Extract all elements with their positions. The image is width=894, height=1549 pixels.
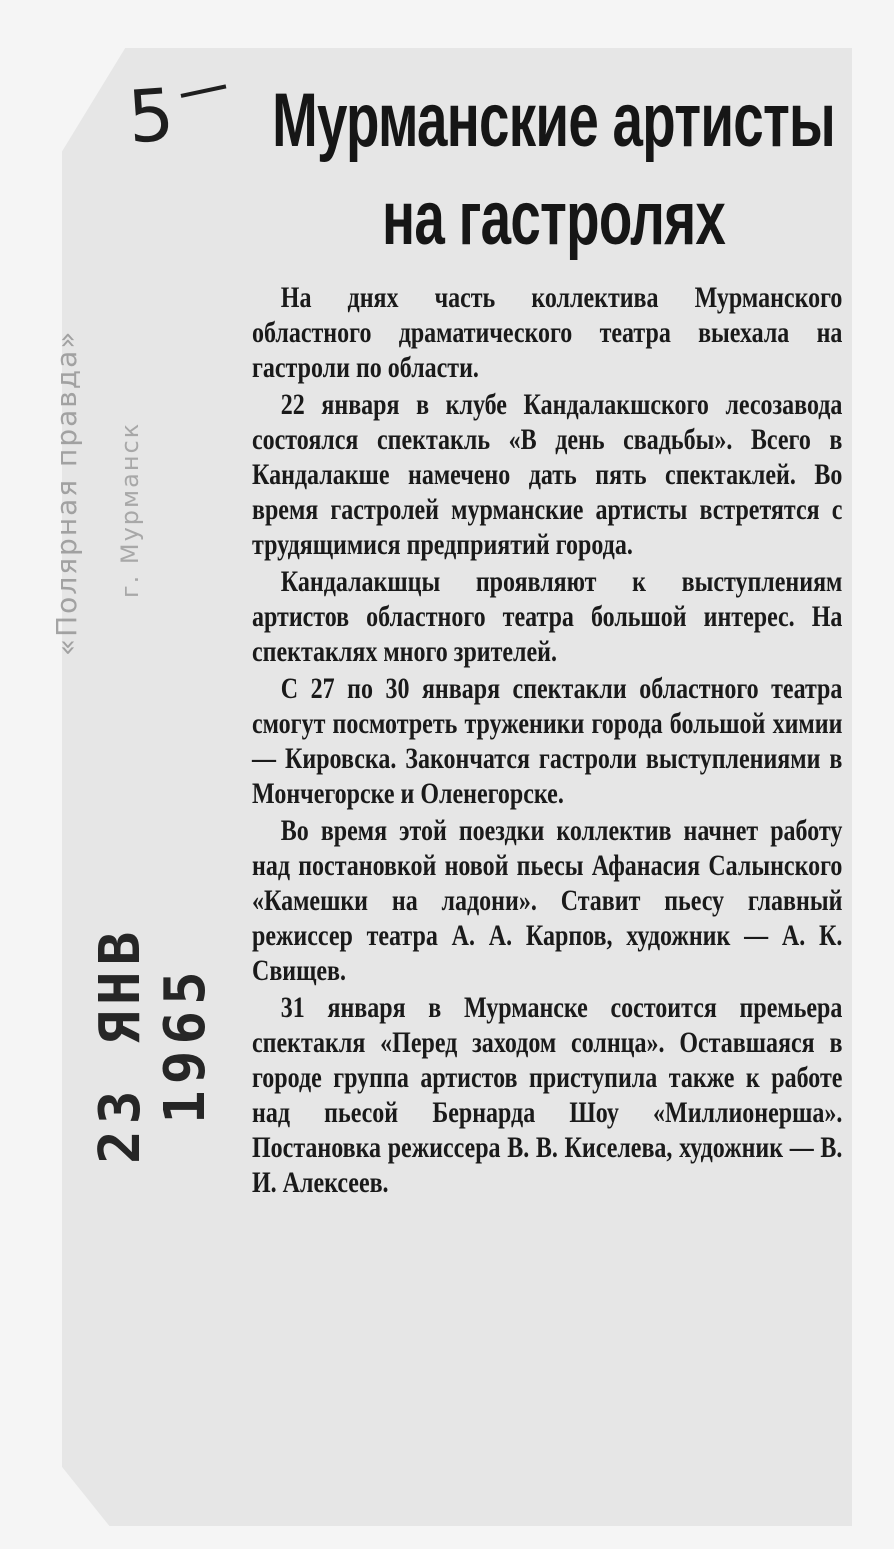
article-paragraph: Во время этой поездки коллектив начнет работу над постановкой новой пьесы Афанасия Салынского «Камешки на ладони». Ставит пьесу главный режиссер театра А. А. Карпов, художник — А. К. Свищев. [252,814,843,987]
headline-line-1: Мурманские артисты [272,78,836,163]
article-paragraph: 31 января в Мурманске состоится премьера спектакля «Перед заходом солнца». Оставшаяся в городе группа артистов приступила также к работе над пьесой Бернарда Шоу «Миллионерша». Постановка режиссера В. В. Киселева, художник — В. И. Алексеев. [252,991,843,1199]
source-stamp: «Полярная правда» [50,329,83,657]
date-stamp: 23 ЯНВ 1965 [88,925,218,1165]
article-paragraph: С 27 по 30 января спектакли областного театра смогут посмотреть труженики города большой химии — Кировска. Закончатся гастроли выступлениями в Мончегорске и Оленегорске. [252,672,843,810]
headline-line-2: на гастролях [382,176,726,261]
article-headline [262,72,845,268]
handwritten-dash [180,84,226,97]
handwritten-number [125,69,230,160]
article-paragraph: Кандалакшцы проявляют к выступлениям артистов областного театра большой интерес. На спектаклях много зрителей. [252,565,843,668]
handwritten-number-text: 5 [125,72,177,160]
article-paragraph: На днях часть коллектива Мурманского областного драматического театра выехала на гастроли по области. [252,281,843,384]
article-paragraph: 22 января в клубе Кандалакшского лесозавода состоялся спектакль «В день свадьбы». Всего в Кандалакше намечено дать пять спектаклей. Во время гастролей мурманские артисты встретятся с трудящимися предприятий города. [252,388,843,561]
city-stamp: г. Мурманск [116,421,144,599]
article-body [252,280,842,1202]
